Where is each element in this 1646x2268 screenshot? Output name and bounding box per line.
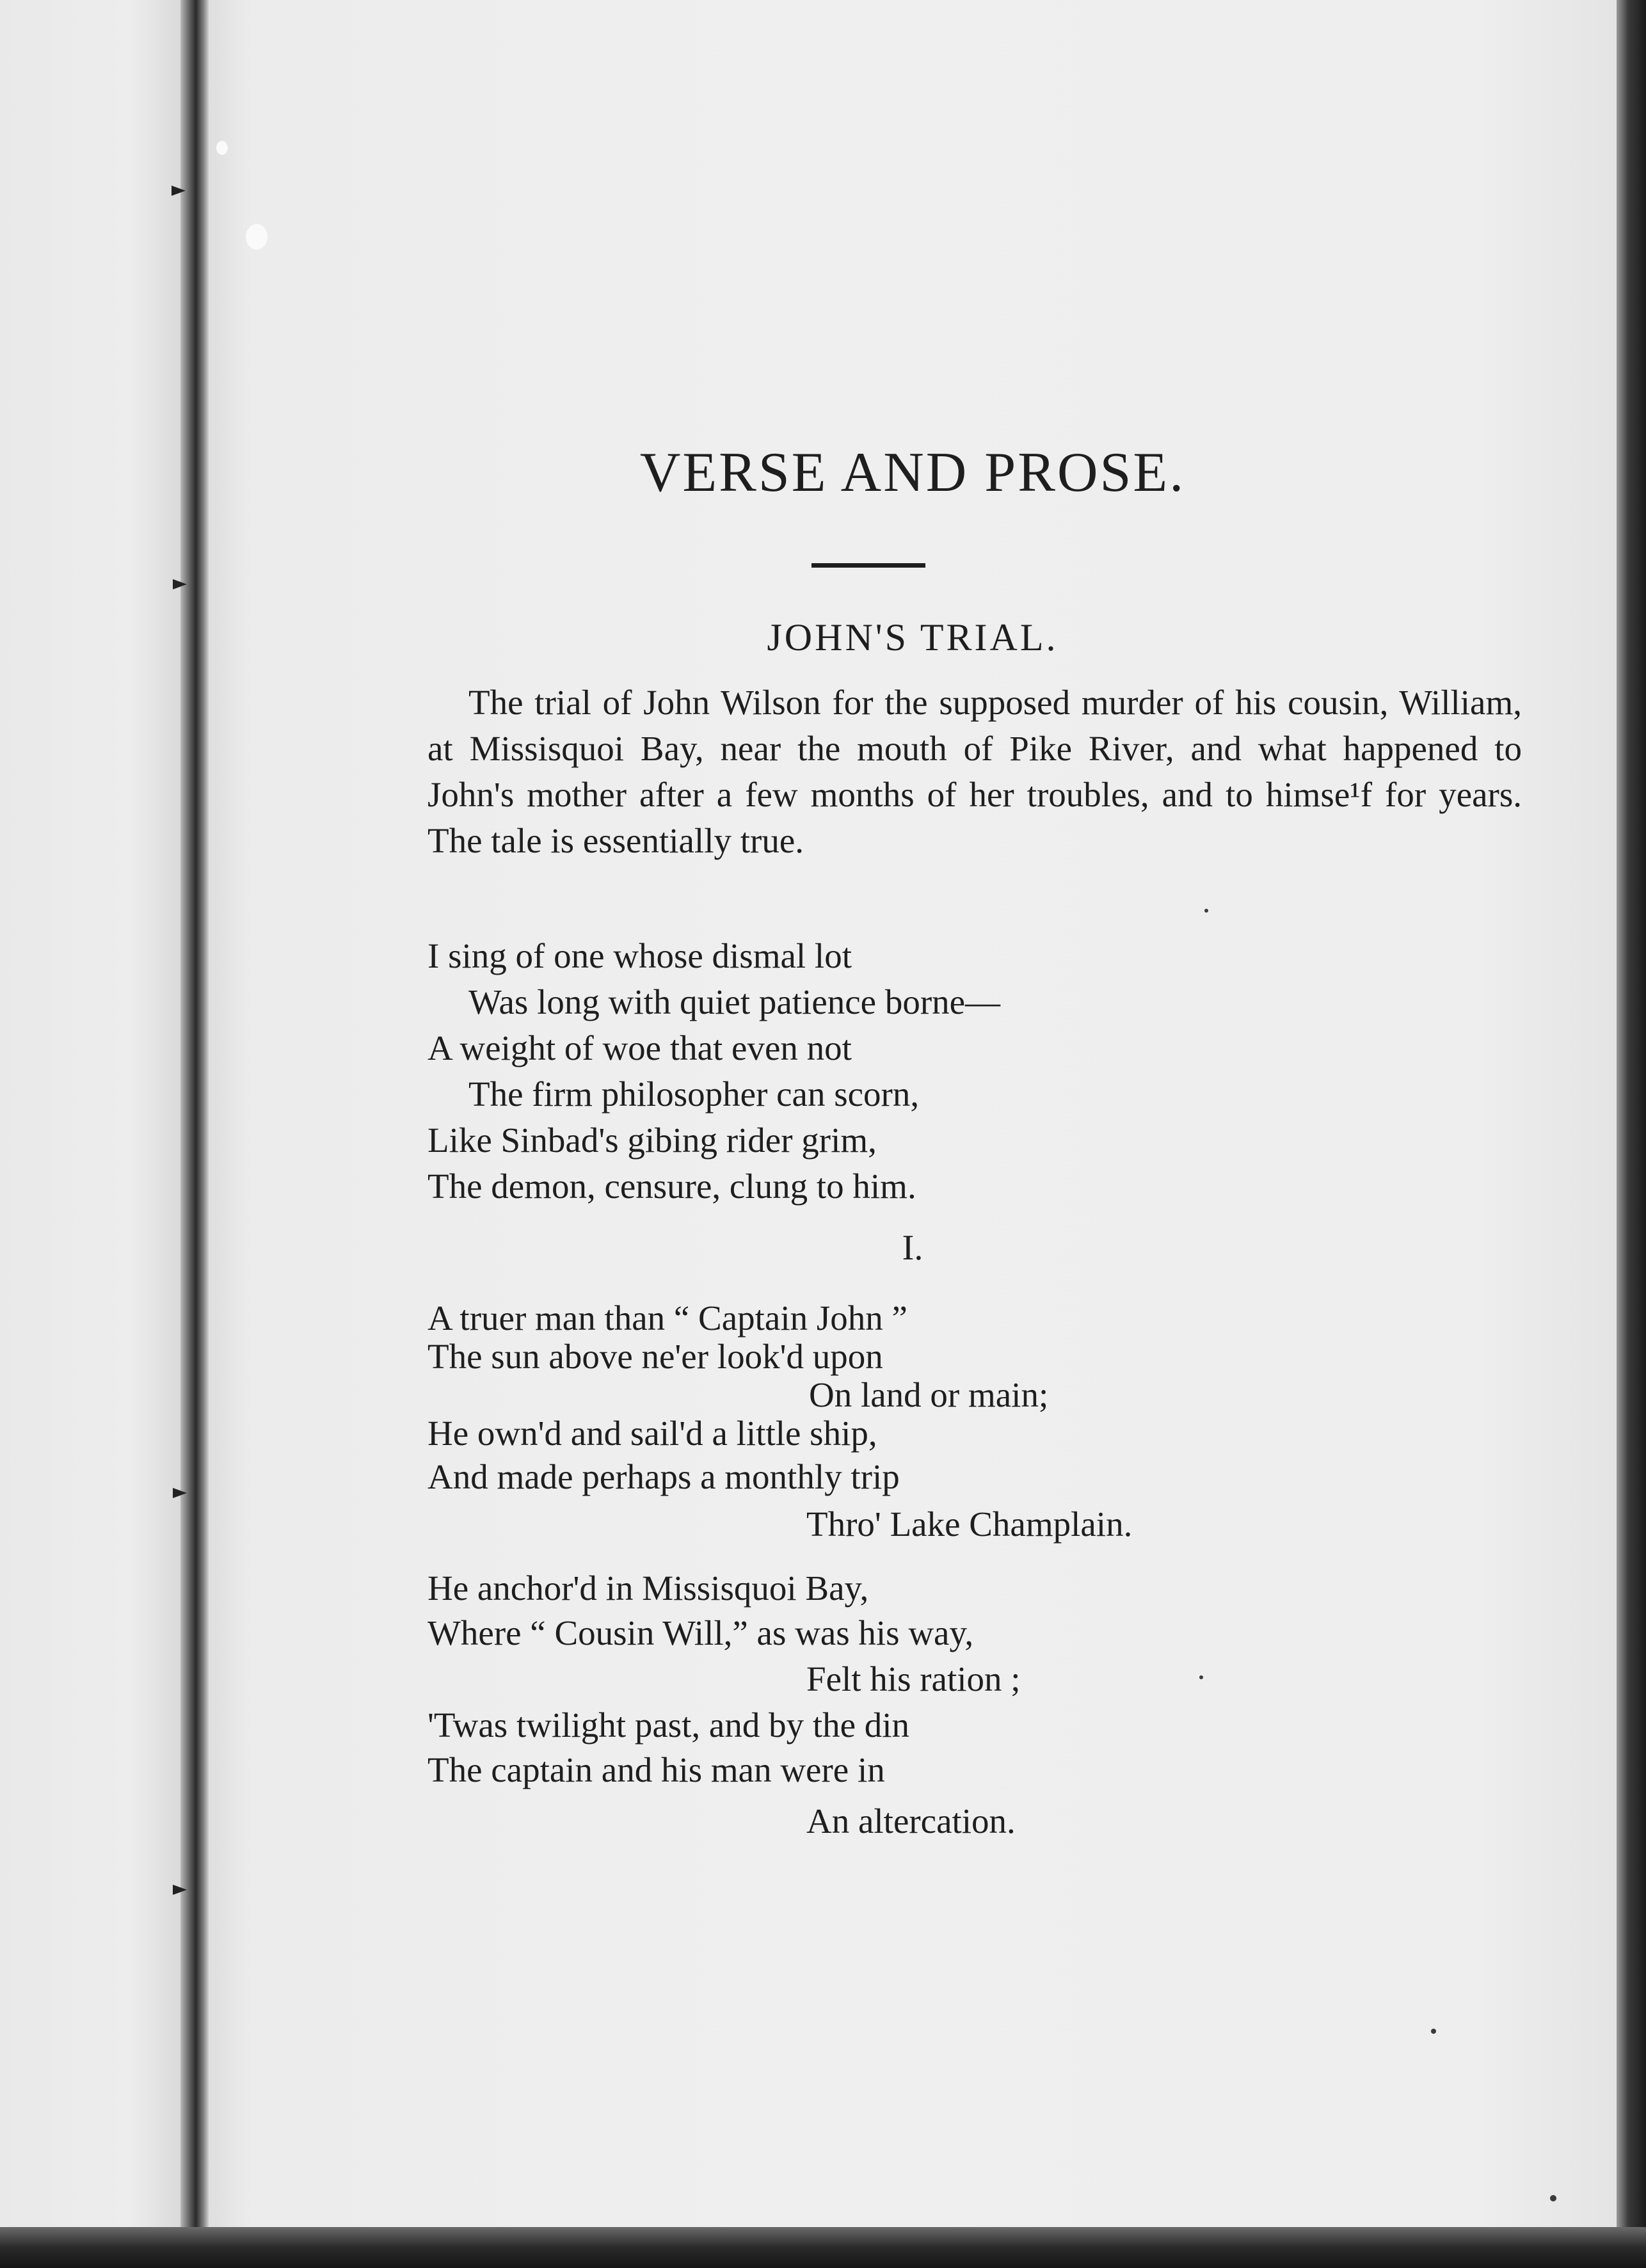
page-edge-shadow [1617, 0, 1646, 2268]
book-spine [180, 0, 209, 2233]
verse-line: He anchor'd in Missisquoi Bay, [427, 1569, 869, 1608]
page-bottom-shadow [0, 2227, 1646, 2268]
verse-line: The captain and his man were in [427, 1750, 885, 1789]
paper-flaw [246, 224, 268, 250]
verse-line: The demon, censure, clung to him. [427, 1167, 916, 1206]
verse-line: Felt his ration ; [806, 1659, 1021, 1698]
stanza-number: I. [902, 1228, 923, 1268]
verse-line: The firm philosopher can scorn, [468, 1074, 920, 1114]
verse-line: 'Twas twilight past, and by the din [427, 1705, 910, 1745]
verse-line: I sing of one whose dismal lot [427, 936, 852, 975]
verse-line: The sun above ne'er look'd upon [427, 1337, 883, 1376]
paper-speck [1550, 2195, 1556, 2201]
verse-line: Thro' Lake Champlain. [806, 1505, 1133, 1544]
paper-flaw [216, 141, 228, 155]
section-title: JOHN'S TRIAL. [767, 616, 1059, 659]
verse-line: A truer man than “ Captain John ” [427, 1298, 907, 1338]
verse-line: An altercation. [806, 1801, 1016, 1841]
verse-line: Where “ Cousin Will,” as was his way, [427, 1613, 974, 1652]
verse-line: On land or main; [809, 1375, 1049, 1414]
book-page [209, 0, 1617, 2227]
verse-line: A weight of woe that even not [427, 1028, 852, 1067]
page-title: VERSE AND PROSE. [639, 442, 1186, 504]
paper-speck [1204, 909, 1208, 913]
title-rule [811, 563, 925, 568]
verse-line: And made perhaps a monthly trip [427, 1457, 900, 1496]
verse-line: He own'd and sail'd a little ship, [427, 1414, 877, 1453]
paper-speck [1431, 2029, 1436, 2034]
intro-paragraph: The trial of John Wilson for the supposed murder of his cousin, William, at Missisquoi Bay, near the mouth of Pike River, and what happened to John's mother after a few months of her troubles, and to himse¹f for years. The tale is essentially true. [427, 683, 1522, 860]
verse-line: Was long with quiet patience borne— [468, 982, 1001, 1021]
facing-page-edge [0, 0, 186, 2240]
paper-speck [1199, 1675, 1203, 1679]
verse-line: Like Sinbad's gibing rider grim, [427, 1121, 877, 1160]
